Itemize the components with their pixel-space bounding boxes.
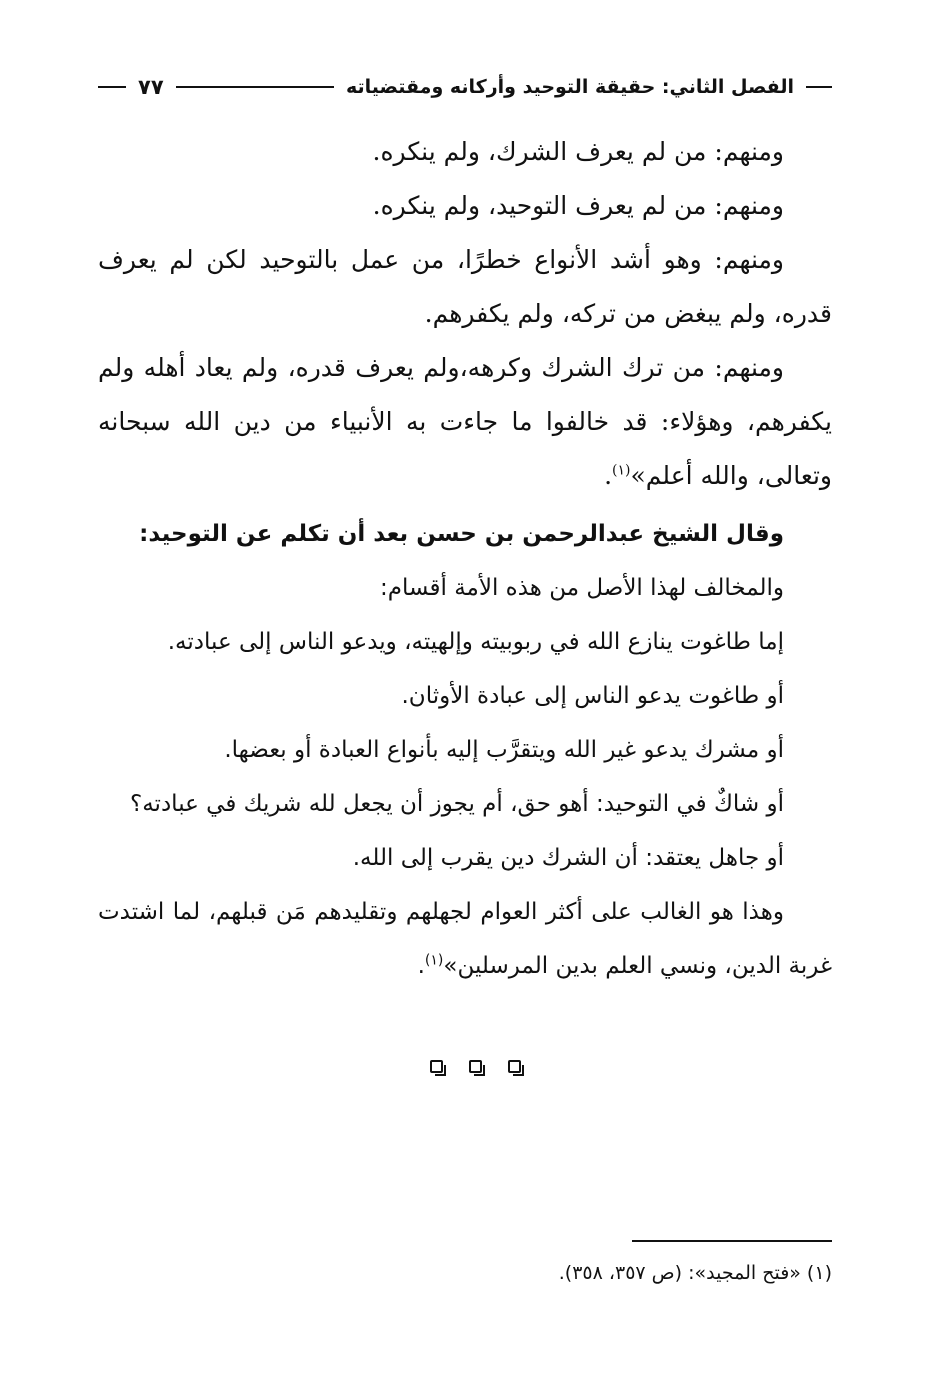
header-rule-leading <box>806 86 832 88</box>
quote-closing <box>98 885 832 993</box>
footnote-marker: (١) <box>424 952 444 969</box>
ornament-square-icon <box>508 1060 521 1073</box>
quote-line: إما طاغوت ينازع الله في ربوبيته وإلهيته، ويدعو الناس إلى عبادته. <box>167 629 784 655</box>
paragraph-text: ومنهم: من ترك الشرك وكرهه،ولم يعرف قدره، ولم يعاد أهله ولم يكفرهم، وهؤلاء: قد خالفوا ما جاءت به الأنبياء من دين الله سبحانه وتعالى، والله أعلم» <box>98 353 832 490</box>
quote-line: أو شاكٌ في التوحيد: أهو حق، أم يجوز أن يجعل لله شريك في عبادته؟ <box>130 791 784 817</box>
paragraph-tail: . <box>604 461 613 490</box>
paragraph <box>98 233 832 341</box>
footnote-marker: (١) <box>612 462 631 479</box>
page-number: ٧٧ <box>138 75 164 99</box>
quote-closing-tail: . <box>417 953 425 979</box>
quote-line: والمخالف لهذا الأصل من هذه الأمة أقسام: <box>379 575 784 601</box>
section-ornament <box>0 1060 950 1073</box>
ornament-square-icon <box>469 1060 482 1073</box>
header-rule-trailing <box>98 86 126 88</box>
running-header <box>98 70 832 104</box>
quote-line: أو مشرك يدعو غير الله ويتقرَّب إليه بأنواع العبادة أو بعضها. <box>224 737 784 763</box>
quote-intro: وقال الشيخ عبدالرحمن بن حسن بعد أن تكلم عن التوحيد: <box>139 521 784 547</box>
running-title: الفصل الثاني: حقيقة التوحيد وأركانه ومقتضياته <box>345 76 794 98</box>
main-text <box>98 125 832 993</box>
paragraph-text: ومنهم: وهو أشد الأنواع خطرًا، من عمل بالتوحيد لكن لم يعرف قدره، ولم يبغض من تركه، ولم يكفرهم. <box>98 245 832 328</box>
paragraph-text: ومنهم: من لم يعرف التوحيد، ولم ينكره. <box>372 191 784 220</box>
footnote-separator <box>632 1240 832 1242</box>
header-rule-middle <box>176 86 334 88</box>
paragraph <box>98 125 832 179</box>
paragraph <box>98 179 832 233</box>
footnote: (١) «فتح المجيد»: (ص ٣٥٧، ٣٥٨). <box>558 1262 832 1284</box>
quote-line: أو طاغوت يدعو الناس إلى عبادة الأوثان. <box>401 683 784 709</box>
quote-closing-text: وهذا هو الغالب على أكثر العوام لجهلهم وتقليدهم مَن قبلهم، لما اشتدت غربة الدين، ونسي العلم بدين المرسلين» <box>98 899 832 979</box>
quote-line: أو جاهل يعتقد: أن الشرك دين يقرب إلى الله. <box>352 845 784 871</box>
ornament-square-icon <box>430 1060 443 1073</box>
paragraph-text: ومنهم: من لم يعرف الشرك، ولم ينكره. <box>372 137 784 166</box>
paragraph <box>98 341 832 503</box>
